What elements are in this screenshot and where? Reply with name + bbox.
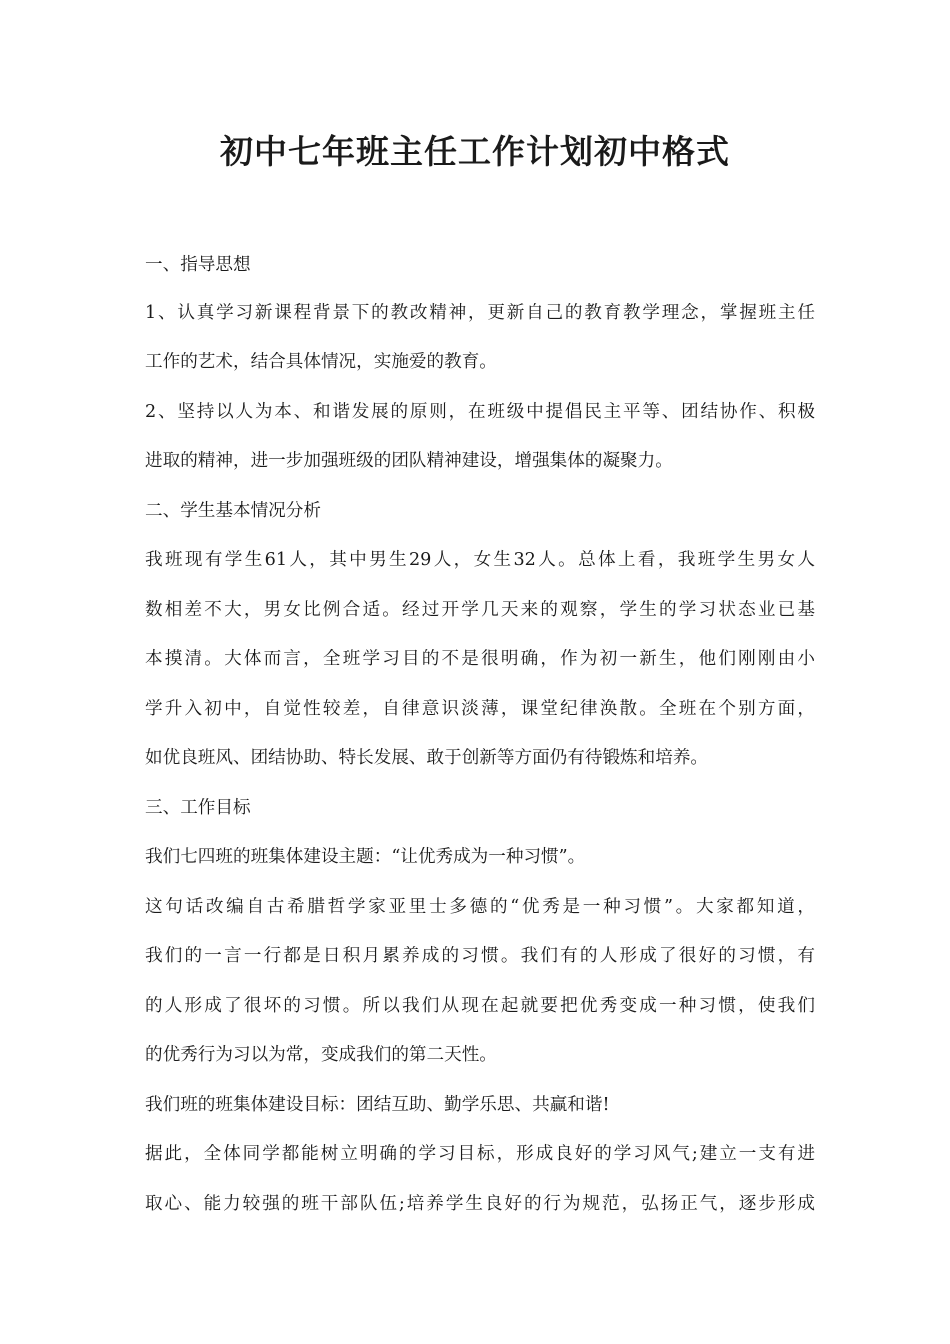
paragraph-line: 的人形成了很坏的习惯。所以我们从现在起就要把优秀变成一种习惯，使我们 (145, 996, 815, 1016)
paragraph-line: 我们班的班集体建设目标：团结互助、勤学乐思、共赢和谐! (145, 1095, 610, 1115)
document-title: 初中七年班主任工作计划初中格式 (220, 132, 730, 171)
paragraph-line: 如优良班风、团结协助、特长发展、敢于创新等方面仍有待锻炼和培养。 (145, 748, 709, 768)
paragraph-line: 数相差不大，男女比例合适。经过开学几天来的观察，学生的学习状态业已基 (145, 600, 815, 620)
paragraph-line: 学升入初中，自觉性较差，自律意识淡薄，课堂纪律涣散。全班在个别方面， (145, 699, 815, 719)
paragraph-line: 工作的艺术，结合具体情况，实施爱的教育。 (145, 352, 497, 372)
paragraph-line: 1、认真学习新课程背景下的教改精神，更新自己的教育教学理念，掌握班主任 (145, 303, 815, 323)
paragraph-line: 据此，全体同学都能树立明确的学习目标，形成良好的学习风气;建立一支有进 (145, 1144, 815, 1164)
paragraph-line: 我们的一言一行都是日积月累养成的习惯。我们有的人形成了很好的习惯，有 (145, 946, 815, 966)
paragraph-line: 的优秀行为习以为常，变成我们的第二天性。 (145, 1045, 497, 1065)
paragraph-line: 取心、能力较强的班干部队伍;培养学生良好的行为规范，弘扬正气，逐步形成 (145, 1194, 815, 1214)
section-heading-student-analysis: 二、学生基本情况分析 (145, 501, 321, 521)
paragraph-line: 进取的精神，进一步加强班级的团队精神建设，增强集体的凝聚力。 (145, 451, 673, 471)
paragraph-line: 这句话改编自古希腊哲学家亚里士多德的“优秀是一种习惯”。大家都知道， (145, 897, 815, 917)
section-heading-guiding-ideology: 一、指导思想 (145, 255, 251, 275)
section-heading-work-goals: 三、工作目标 (145, 798, 251, 818)
paragraph-line: 我班现有学生61人，其中男生29人，女生32人。总体上看，我班学生男女人 (145, 550, 815, 570)
paragraph-line: 2、坚持以人为本、和谐发展的原则，在班级中提倡民主平等、团结协作、积极 (145, 402, 815, 422)
paragraph-line: 我们七四班的班集体建设主题：“让优秀成为一种习惯”。 (145, 847, 586, 867)
paragraph-line: 本摸清。大体而言，全班学习目的不是很明确，作为初一新生，他们刚刚由小 (145, 649, 815, 669)
